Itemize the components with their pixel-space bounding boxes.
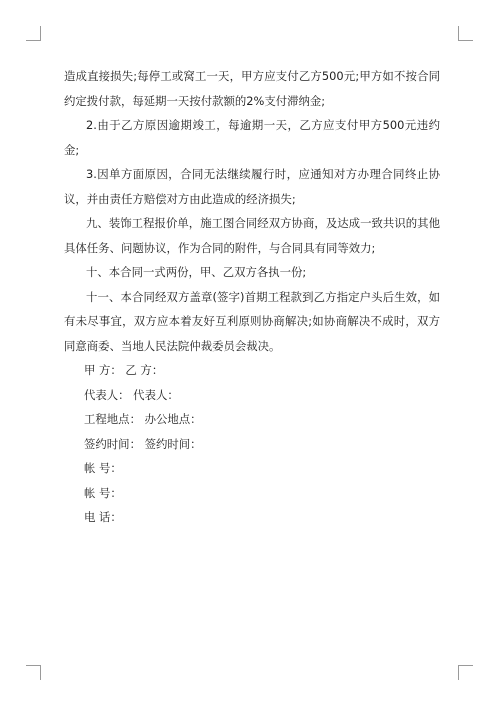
paragraph-delay-penalty: 2.由于乙方原因逾期竣工，每逾期一天，乙方应支付甲方500元违约金; (64, 118, 440, 157)
clause-nine: 九、装饰工程报价单，施工图合同经双方协商，及达成一致共识的其他具体任务、问题协议，作为合同的附件，与合同具有同等效力; (64, 216, 440, 255)
signature-locations: 工程地点： 办公地点： (84, 412, 202, 426)
corner-mark-bottom-left (26, 665, 41, 680)
clause-eleven: 十一、本合同经双方盖章(签字)首期工程款到乙方指定户头后生效，如有未尽事宜，双方应本着友好互利原则协商解决;如协商解决不成时，双方同意商委、当地人民法院仲裁委员会裁决。 (64, 289, 440, 353)
corner-mark-bottom-right (458, 665, 473, 680)
paragraph-damages: 造成直接损失;每停工或窝工一天，甲方应支付乙方500元;甲方如不按合同约定拨付款，每延期一天按付款额的2%支付滞纳金; (64, 69, 440, 108)
signature-dates: 签约时间： 签约时间： (84, 436, 202, 451)
signature-account-2: 帐 号： (84, 485, 122, 500)
paragraph-termination: 3.因单方面原因，合同无法继续履行时，应通知对方办理合同终止协议，并由责任方赔偿对方由此造成的经济损失; (64, 167, 440, 206)
signature-parties: 甲 方： 乙 方： (84, 363, 164, 377)
signature-block (64, 358, 440, 530)
corner-mark-top-left (26, 26, 41, 41)
document-body (64, 64, 440, 530)
signature-phone: 电 话： (84, 510, 122, 524)
corner-mark-top-right (458, 26, 473, 41)
signature-representatives: 代表人： 代表人： (84, 387, 179, 402)
clause-ten: 十、本合同一式两份，甲、乙双方各执一份; (86, 265, 307, 279)
signature-account-1: 帐 号： (84, 461, 122, 475)
